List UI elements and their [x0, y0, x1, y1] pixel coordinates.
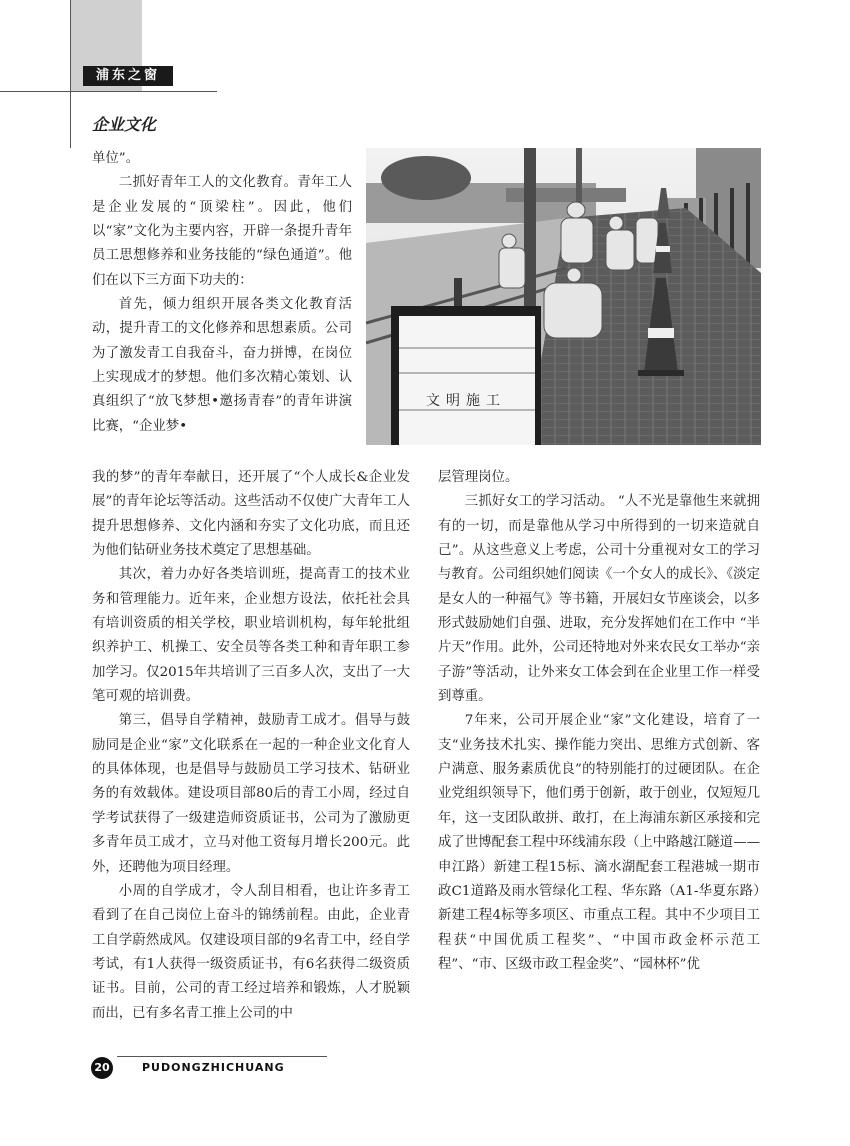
footer-rule — [117, 1056, 327, 1057]
paragraph: 二抓好青年工人的文化教育。青年工人是企业发展的“顶梁柱”。因此，他们以“家”文化为主要内容，开辟一条提升青年员工思想修养和业务技能的“绿色通道”。他们在以下三方面下功夫的： — [92, 175, 352, 288]
left-column-top — [92, 147, 352, 439]
paragraph: 7年来，公司开展企业“家”文化建设，培育了一支“业务技术扎实、操作能力突出、思维方式创新、客户满意、服务素质优良”的特别能打的过硬团队。在企业党组织领导下，他们勇于创新，敢于创业，仅短短几年，这一支团队敢拼、敢打，在上海浦东新区承接和完成了世博配套工程中环线浦东段（上中路越江隧道——申江路）新建工程15标、滴水湖配套工程港城一期市政C1道路及雨水管绿化工程、华东路（A1-华夏东路）新建工程4标等多项区、市重点工程。其中不少项目工程获“中国优质工程奖”、“中国市政金杯示范工程”、“市、区级市政工程金奖”、“园林杯”优 — [438, 713, 760, 972]
paragraph: 单位”。 — [92, 151, 140, 166]
page-number: 20 — [91, 1057, 113, 1079]
header-vertical-rule — [70, 0, 71, 148]
left-column-bottom — [92, 466, 410, 1026]
paragraph: 其次，着力办好各类培训班，提高青工的技术业务和管理能力。近年来，企业想方设法，依托社会具有培训资质的相关学校，职业培训机构，每年轮批组织养护工、机操工、安全员等各类工种和青年职工参加学习。仅2015年共培训了三百多人次，支出了一大笔可观的培训费。 — [92, 567, 410, 705]
paragraph: 首先，倾力组织开展各类文化教育活动，提升青工的文化修养和思想素质。公司为了激发青工自我奋斗，奋力拼博，在岗位上实现成才的梦想。他们多次精心策划、认真组织了“放飞梦想•邀扬青春”的青年讲演比赛，“企业梦• — [92, 297, 352, 434]
sign-text: 文明施工 — [426, 393, 506, 409]
magazine-name: PUDONGZHICHUANG — [142, 1061, 285, 1074]
paragraph: 我的梦”的青年奉献日，还开展了“个人成长&企业发展”的青年论坛等活动。这些活动不仅使广大青年工人提升思想修养、文化内涵和夯实了文化功底，而且还为他们钻研业务技术奠定了思想基础。 — [92, 470, 410, 559]
construction-photo — [366, 148, 761, 445]
section-title: 企业文化 — [92, 115, 157, 134]
header-horizontal-rule — [0, 91, 217, 92]
paragraph: 层管理岗位。 — [438, 470, 519, 485]
right-column — [438, 466, 760, 977]
masthead-logo: 浦东之窗 — [83, 66, 173, 86]
paragraph: 三抓好女工的学习活动。 “人不光是靠他生来就拥有的一切，而是靠他从学习中所得到的一切来造就自己”。从这些意义上考虑，公司十分重视对女工的学习与教育。公司组织她们阅读《一个女人的成长》、《淡定是女人的一种福气》等书籍，开展妇女节座谈会，以多形式鼓励她们自强、进取，充分发挥她们在工作中 “半片天”作用。此外，公司还特地对外来农民女工举办“亲子游”等活动，让外来女工体会到在企业里工作一样受到尊重。 — [438, 494, 760, 705]
paragraph: 第三，倡导自学精神，鼓励青工成才。倡导与鼓励同是企业“家”文化联系在一起的一种企业文化育人的具体体现，也是倡导与鼓励员工学习技术、钻研业务的有效载体。建设项目部80后的青工小周，经过自学考试获得了一级建造师资质证书，公司为了激励更多青年员工成才，立马对他工资每月增长200元。此外，还聘他为项目经理。 — [92, 713, 410, 875]
paragraph: 小周的自学成才，令人刮目相看，也让许多青工看到了在自己岗位上奋斗的锦绣前程。由此，企业青工自学蔚然成风。仅建设项目部的9名青工中，经自学考试，有1人获得一级资质证书，有6名获得二级资质证书。目前，公司的青工经过培养和锻炼，人才脱颖而出，已有多名青工推上公司的中 — [92, 883, 410, 1021]
